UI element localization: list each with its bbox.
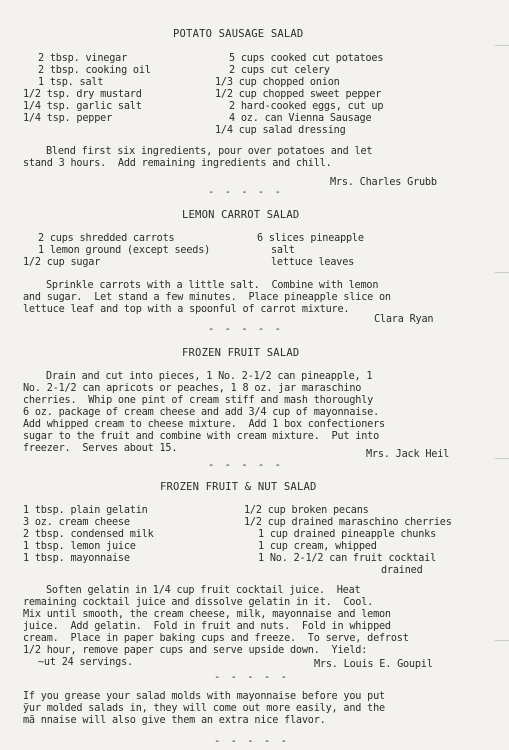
separator: - - - - - [214, 671, 289, 683]
recipe-title: FROZEN FRUIT SALAD [182, 347, 300, 359]
separator: - - - - - [214, 735, 289, 747]
page-edge-mark [495, 272, 509, 273]
page-edge-mark [495, 640, 509, 641]
ingredient: 1 tbsp. lemon juice [23, 541, 136, 552]
ingredient: 1/2 cup drained maraschino cherries [244, 517, 452, 528]
direction-line: 6 oz. package of cream cheese and add 3/4 cup of mayonnaise. [23, 407, 380, 418]
direction-line: cherries. Whip one pint of cream stiff and mash thoroughly [23, 395, 374, 406]
ingredient: 1 cup cream, whipped [258, 541, 377, 552]
ingredient: 1 lemon ground (except seeds) [38, 245, 211, 256]
direction-line: lettuce leaf and top with a spoonful of carrot mixture. [23, 304, 350, 315]
direction-line: stand 3 hours. Add remaining ingredients and chill. [23, 158, 332, 169]
direction-line: No. 2-1/2 can apricots or peaches, 1 8 oz. jar maraschino [23, 383, 362, 394]
ingredient: salt [271, 245, 295, 256]
tip-line: ỹur molded salads in, they will come out more easily, and the [23, 703, 385, 714]
direction-line: Soften gelatin in 1/4 cup fruit cocktail juice. Heat [46, 585, 361, 596]
page-edge-mark [495, 45, 509, 46]
direction-line: and sugar. Let stand a few minutes. Place pineapple slice on [23, 292, 391, 303]
ingredient: 1 tsp. salt [38, 77, 104, 88]
ingredient: lettuce leaves [271, 257, 355, 268]
ingredient: 4 oz. can Vienna Sausage [229, 113, 372, 124]
ingredient: 2 hard-cooked eggs, cut up [229, 101, 384, 112]
direction-line: 1/2 hour, remove paper cups and serve upside down. Yield: [23, 645, 368, 656]
separator: - - - - - [208, 323, 283, 335]
ingredient: 2 tbsp. condensed milk [23, 529, 154, 540]
separator: - - - - - [208, 459, 283, 471]
tip-line: mã nnaise will also give them an extra nice flavor. [23, 715, 326, 726]
ingredient: 1 tbsp. plain gelatin [23, 505, 148, 516]
ingredient: 1 No. 2-1/2 can fruit cocktail [258, 553, 437, 564]
ingredient: 1/4 tsp. garlic salt [23, 101, 142, 112]
ingredient: 1 cup drained pineapple chunks [258, 529, 437, 540]
ingredient: 1/4 cup salad dressing [215, 125, 346, 136]
direction-line: juice. Add gelatin. Fold in fruit and nuts. Fold in whipped [23, 621, 391, 632]
ingredient: 1 tbsp. mayonnaise [23, 553, 130, 564]
ingredient: 6 slices pineapple [257, 233, 364, 244]
direction-line: remaining cocktail juice and dissolve gelatin in it. Cool. [23, 597, 374, 608]
ingredient: 1/4 tsp. pepper [23, 113, 113, 124]
ingredient: drained [381, 565, 423, 576]
separator: - - - - - [208, 186, 283, 198]
recipe-title: LEMON CARROT SALAD [182, 209, 300, 221]
direction-line: Mix until smooth, the cream cheese, milk, mayonnaise and lemon [23, 609, 391, 620]
direction-line: Drain and cut into pieces, 1 No. 2-1/2 can pineapple, 1 [46, 371, 373, 382]
ingredient: 5 cups cooked cut potatoes [229, 53, 384, 64]
recipe-title: FROZEN FRUIT & NUT SALAD [160, 481, 317, 493]
recipe-author: Clara Ryan [374, 314, 434, 325]
ingredient: 2 cups shredded carrots [38, 233, 175, 244]
recipe-author: Mrs. Louis E. Goupil [314, 659, 433, 670]
ingredient: 3 oz. cream cheese [23, 517, 130, 528]
ingredient: 2 tbsp. vinegar [38, 53, 128, 64]
ingredient: 1/2 cup chopped sweet pepper [215, 89, 382, 100]
recipe-title: POTATO SAUSAGE SALAD [173, 28, 304, 40]
ingredient: 1/2 tsp. dry mustard [23, 89, 142, 100]
direction-line: cream. Place in paper baking cups and freeze. To serve, defrost [23, 633, 409, 644]
ingredient: 1/3 cup chopped onion [215, 77, 340, 88]
direction-line: Add whipped cream to cheese mixture. Add 1 box confectioners [23, 419, 385, 430]
page-edge-mark [495, 458, 509, 459]
recipe-author: Mrs. Charles Grubb [330, 177, 437, 188]
direction-line: freezer. Serves about 15. [23, 443, 178, 454]
direction-line: Sprinkle carrots with a little salt. Combine with lemon [46, 280, 379, 291]
ingredient: 1/2 cup sugar [23, 257, 101, 268]
direction-line: ~ut 24 servings. [38, 657, 133, 668]
ingredient: 1/2 cup broken pecans [244, 505, 369, 516]
ingredient: 2 cups cut celery [229, 65, 330, 76]
tip-line: If you grease your salad molds with mayonnaise before you put [23, 691, 385, 702]
direction-line: sugar to the fruit and combine with cream mixture. Put into [23, 431, 380, 442]
recipe-author: Mrs. Jack Heil [366, 449, 450, 460]
ingredient: 2 tbsp. cooking oil [38, 65, 151, 76]
direction-line: Blend first six ingredients, pour over potatoes and let [46, 146, 373, 157]
